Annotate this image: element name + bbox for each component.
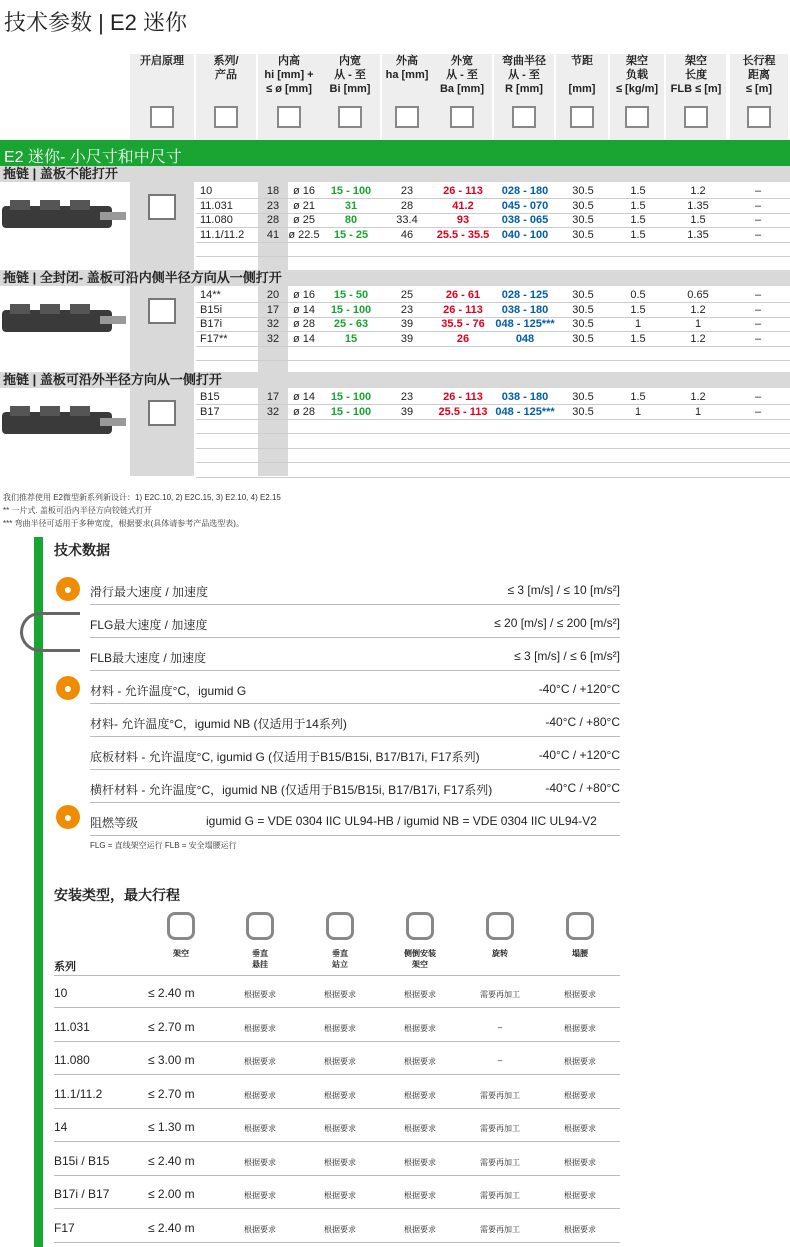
install-col-header: 系列 — [54, 961, 76, 973]
table-cell: 1.5 — [630, 185, 646, 197]
table-cell: ø 28 — [292, 318, 315, 330]
table-row — [196, 346, 790, 361]
table-cell: 11.031 — [200, 199, 233, 212]
header-diagram-icon — [450, 106, 474, 128]
chain-curve-icon — [20, 612, 80, 652]
table-cell: B15i — [200, 303, 223, 316]
table-cell: 15 - 100 — [330, 391, 372, 403]
install-cell: 需要再加工 — [480, 1124, 520, 1133]
spec-section — [0, 372, 790, 476]
chain-image — [0, 186, 128, 246]
table-cell: – — [754, 318, 762, 330]
header-diagram-icon — [150, 106, 174, 128]
install-cell: ≤ 2.70 m — [148, 1019, 195, 1034]
tech-row — [90, 573, 620, 605]
section-title: 拖链 | 盖板可沿外半径方向从一侧打开 — [0, 372, 790, 388]
install-cell: 根据要求 — [404, 1090, 436, 1100]
install-cell: – — [497, 1022, 503, 1032]
install-row — [54, 976, 620, 1008]
tech-row — [90, 672, 620, 704]
install-cell: 根据要求 — [244, 1090, 276, 1100]
table-cell: ø 14 — [292, 303, 315, 316]
spec-section — [0, 270, 790, 372]
table-cell: 1 — [694, 318, 702, 330]
table-cell: 23 — [400, 303, 414, 316]
install-cell: 需要再加工 — [480, 1224, 520, 1234]
install-cell: ≤ 3.00 m — [148, 1053, 195, 1067]
install-cell: 根据要求 — [324, 1023, 356, 1033]
table-cell: – — [754, 391, 762, 403]
tech-value: -40°C / +80°C — [545, 715, 620, 729]
tech-row — [90, 606, 620, 638]
install-cell: 根据要求 — [564, 990, 596, 999]
install-col-header: 垂直 站立 — [332, 949, 348, 969]
table-cell: ø 14 — [292, 391, 315, 403]
tech-value: -40°C / +120°C — [538, 748, 620, 762]
install-type-icon — [167, 912, 195, 940]
table-cell: 30.5 — [572, 214, 594, 226]
speed-icon: ● — [56, 577, 80, 601]
table-cell: 25 - 63 — [333, 318, 369, 330]
install-cell: 根据要求 — [404, 1057, 436, 1066]
table-cell: 23 — [266, 199, 280, 212]
header-diagram-icon — [625, 106, 649, 128]
table-cell: 15 - 50 — [333, 289, 369, 301]
header-diagram-icon — [338, 106, 362, 128]
table-cell: 30.5 — [572, 405, 594, 418]
install-cell: 根据要求 — [324, 990, 356, 999]
table-cell: 15 - 100 — [330, 405, 372, 418]
table-cell: 1.2 — [690, 185, 706, 197]
install-cell: 根据要求 — [324, 1124, 356, 1133]
table-cell: 048 — [515, 332, 535, 345]
table-cell: F17** — [200, 332, 228, 345]
install-cell: 根据要求 — [324, 1224, 356, 1234]
install-cell: 根据要求 — [244, 1157, 276, 1167]
table-cell: – — [754, 332, 762, 345]
install-cell: 根据要求 — [244, 1224, 276, 1234]
table-cell: 32 — [266, 332, 280, 345]
install-col-header: 垂直 悬挂 — [252, 949, 268, 969]
table-cell: B17i — [200, 318, 223, 330]
header-cell: 内宽 从 - 至 Bi [mm] — [329, 55, 371, 95]
table-cell: 1.5 — [630, 332, 646, 345]
install-col-header: 架空 — [173, 949, 189, 958]
install-cell: ≤ 1.30 m — [148, 1120, 195, 1134]
table-cell: 1.5 — [630, 199, 646, 212]
table-row — [196, 242, 790, 257]
chain-image — [0, 392, 128, 452]
table-cell: B15 — [200, 391, 220, 403]
tech-value: igumid G = VDE 0304 IIC UL94-HB / igumid NB = VDE 0304 IIC UL94-V2 — [206, 814, 597, 828]
table-cell: 048 - 125*** — [495, 318, 555, 330]
table-cell: 39 — [400, 405, 414, 418]
install-col-header: 塌腰 — [572, 949, 588, 958]
section-title: 拖链 | 盖板不能打开 — [0, 166, 790, 182]
install-cell: 根据要求 — [564, 1023, 596, 1033]
table-cell: 1.5 — [690, 214, 706, 226]
table-row — [196, 228, 790, 243]
header-diagram-icon — [570, 106, 594, 128]
tech-label: 滑行最大速度 / 加速度 — [90, 585, 209, 599]
table-cell: ø 14 — [292, 332, 315, 345]
page-title: 技术参数 | E2 迷你 — [4, 10, 187, 35]
table-cell: 15 — [344, 332, 358, 345]
table-cell: 30.5 — [572, 318, 594, 330]
table-cell: 25.5 - 113 — [438, 405, 488, 418]
table-cell: 15 - 25 — [333, 228, 369, 241]
table-cell: 30.5 — [572, 391, 594, 403]
section-title: 拖链 | 全封闭- 盖板可沿内侧半径方向从一侧打开 — [0, 270, 790, 286]
install-row — [54, 1110, 620, 1142]
table-cell: ø 28 — [292, 405, 315, 418]
table-row — [196, 405, 790, 420]
table-row — [196, 303, 790, 318]
footnote: *** 弯曲半径可适用于多种宽度，根据要求(具体请参考产品选型表)。 — [3, 519, 244, 528]
tech-label: 阻燃等级 — [90, 816, 139, 830]
install-type-icon — [326, 912, 354, 940]
table-row — [196, 463, 790, 478]
install-cell: 根据要求 — [564, 1157, 596, 1167]
install-cell: 根据要求 — [244, 1023, 276, 1033]
install-cell: 根据要求 — [324, 1157, 356, 1167]
install-cell: 10 — [54, 986, 68, 1000]
table-cell: – — [754, 214, 762, 226]
tech-row — [90, 771, 620, 803]
install-cell: 11.080 — [54, 1053, 90, 1067]
header-cell: 架空 负载 ≤ [kg/m] — [615, 55, 659, 95]
table-cell: 15 - 100 — [330, 185, 372, 197]
tech-value: -40°C / +120°C — [538, 682, 620, 696]
install-cell: 14 — [54, 1120, 68, 1134]
table-cell: 1 — [694, 405, 702, 418]
header-cell: 弯曲半径 从 - 至 R [mm] — [502, 55, 546, 95]
table-cell: 23 — [400, 391, 414, 403]
tech-label: 横杆材料 - 允许温度°C，igumid NB (仅适用于B15/B15i, B17/B17i, F17系列) — [90, 783, 493, 797]
tech-row — [90, 705, 620, 737]
header-cell: 系列/ 产品 — [213, 55, 239, 81]
table-row — [196, 213, 790, 228]
install-row — [54, 1177, 620, 1209]
temperature-icon: ● — [56, 676, 80, 700]
tech-value: ≤ 3 [m/s] / ≤ 10 [m/s²] — [507, 583, 620, 597]
table-row — [196, 317, 790, 332]
table-cell: ø 25 — [292, 214, 315, 226]
install-row — [54, 1043, 620, 1075]
chain-image — [0, 290, 128, 350]
tech-label: FLB最大速度 / 加速度 — [90, 651, 207, 665]
table-cell: 1.5 — [630, 391, 646, 403]
table-cell: 11.1/11.2 — [200, 228, 245, 241]
table-cell: 93 — [456, 214, 470, 226]
table-cell: 25 — [400, 289, 414, 301]
install-cell: ≤ 2.70 m — [148, 1086, 195, 1101]
table-cell: 30.5 — [572, 303, 594, 316]
install-cell: B15i / B15 — [54, 1153, 110, 1168]
table-cell: 1.35 — [687, 228, 709, 241]
install-cell: 根据要求 — [244, 1191, 276, 1200]
table-cell: 1.2 — [690, 391, 706, 403]
header-diagram-icon — [747, 106, 771, 128]
opening-icon-cell — [130, 388, 194, 476]
install-cell: B17i / B17 — [54, 1187, 110, 1201]
table-cell: – — [754, 405, 762, 418]
table-cell: 32 — [266, 318, 280, 330]
table-cell: ø 22.5 — [288, 228, 320, 241]
table-cell: 31 — [344, 199, 358, 212]
install-cell: 根据要求 — [564, 1224, 596, 1234]
table-cell: 30.5 — [572, 289, 594, 301]
table-cell: 26 - 113 — [443, 185, 483, 197]
opening-icon-cell — [130, 182, 194, 270]
table-cell: 048 - 125*** — [495, 405, 555, 418]
header-cell: 节距 [mm] — [568, 55, 596, 95]
install-cell: ≤ 2.40 m — [148, 1220, 195, 1235]
tech-value: ≤ 20 [m/s] / ≤ 200 [m/s²] — [494, 616, 620, 630]
tech-title: 技术数据 — [54, 542, 110, 558]
table-cell: 1.5 — [630, 303, 646, 316]
install-cell: 需要再加工 — [480, 1191, 520, 1200]
footnote: ** 一片式. 盖板可沿内半径方向铰链式打开 — [3, 506, 152, 515]
install-cell: 根据要求 — [244, 990, 276, 999]
tech-label: FLG最大速度 / 加速度 — [90, 618, 208, 632]
install-cell: 根据要求 — [404, 1157, 436, 1167]
table-cell: 32 — [266, 405, 280, 418]
table-cell: 028 - 125 — [501, 289, 549, 301]
table-cell: 28 — [266, 214, 280, 226]
table-cell: 30.5 — [572, 332, 594, 345]
table-cell: 30.5 — [572, 199, 594, 212]
install-cell: 根据要求 — [404, 990, 436, 999]
header-diagram-icon — [684, 106, 708, 128]
table-row — [196, 288, 790, 303]
install-cell: 需要再加工 — [480, 1090, 520, 1100]
header-cell: 内高 hi [mm] + ≤ ø [mm] — [264, 55, 314, 95]
install-col-header: 侧倒安装 架空 — [404, 949, 436, 969]
table-row — [196, 390, 790, 405]
tech-label: 底板材料 - 允许温度°C, igumid G (仅适用于B15/B15i, B17/B17i, F17系列) — [90, 750, 480, 764]
install-cell: – — [497, 1056, 503, 1065]
install-row — [54, 1144, 620, 1176]
table-cell: 1 — [634, 318, 642, 330]
install-cell: 根据要求 — [564, 1057, 596, 1066]
tech-value: ≤ 3 [m/s] / ≤ 6 [m/s²] — [514, 649, 620, 663]
install-cell: ≤ 2.40 m — [148, 1153, 195, 1168]
table-cell: 41 — [266, 228, 280, 241]
header-cell: 架空 长度 FLB ≤ [m] — [670, 55, 722, 95]
header-cell: 开启原理 — [140, 55, 184, 67]
table-cell: 39 — [400, 318, 414, 330]
install-cell: 根据要求 — [564, 1124, 596, 1133]
table-row — [196, 434, 790, 449]
install-row — [54, 1077, 620, 1109]
header-diagram-icon — [277, 106, 301, 128]
install-cell: 根据要求 — [324, 1191, 356, 1200]
table-cell: 1.5 — [630, 228, 646, 241]
section-banner: E2 迷你- 小尺寸和中尺寸 — [0, 140, 790, 166]
table-cell: 0.5 — [630, 289, 646, 301]
install-cell: 需要再加工 — [480, 1157, 520, 1167]
table-cell: 39 — [400, 332, 414, 345]
table-cell: 20 — [266, 289, 280, 301]
table-cell: – — [754, 185, 762, 197]
table-cell: 1 — [634, 405, 642, 418]
install-cell: 11.031 — [54, 1019, 90, 1034]
install-type-icon — [486, 912, 514, 940]
table-cell: 80 — [344, 214, 358, 226]
table-cell: 1.35 — [687, 199, 709, 212]
table-cell: – — [754, 289, 762, 301]
table-cell: ø 16 — [292, 185, 315, 197]
table-cell: 25.5 - 35.5 — [436, 228, 490, 241]
table-cell: 028 - 180 — [501, 185, 549, 197]
install-cell: ≤ 2.00 m — [148, 1187, 195, 1201]
install-cell: 根据要求 — [244, 1057, 276, 1066]
install-cell: 根据要求 — [244, 1124, 276, 1133]
table-cell: – — [754, 228, 762, 241]
install-cell: F17 — [54, 1220, 75, 1235]
table-cell: 17 — [266, 391, 280, 403]
table-cell: 1.5 — [630, 214, 646, 226]
table-cell: 14** — [200, 289, 221, 301]
tech-row — [90, 738, 620, 770]
table-cell: 038 - 180 — [501, 391, 549, 403]
table-cell: 18 — [266, 185, 280, 197]
tech-label: 材料 - 允许温度°C，igumid G — [90, 684, 247, 698]
install-cell: 根据要求 — [404, 1224, 436, 1234]
tech-row — [90, 639, 620, 671]
table-cell: – — [754, 303, 762, 316]
install-cell: 根据要求 — [564, 1191, 596, 1200]
footnote: 我们推荐使用 E2微型新系列新设计：1) E2C.10, 2) E2C.15, 3) E2.10, 4) E2.15 — [3, 493, 281, 502]
table-cell: 10 — [200, 185, 213, 197]
table-cell: 30.5 — [572, 185, 594, 197]
spec-section — [0, 166, 790, 270]
table-cell: 038 - 065 — [501, 214, 549, 226]
install-cell: 根据要求 — [564, 1090, 596, 1100]
table-cell: 15 - 100 — [330, 303, 372, 316]
header-cell: 外宽 从 - 至 Ba [mm] — [439, 55, 484, 95]
header-diagram-icon — [214, 106, 238, 128]
table-cell: 26 — [456, 332, 470, 345]
install-row — [54, 1010, 620, 1042]
install-cell: 根据要求 — [404, 1124, 436, 1133]
install-cell: 根据要求 — [404, 1023, 436, 1033]
install-cell: ≤ 2.40 m — [148, 986, 195, 1000]
table-cell: ø 21 — [292, 199, 315, 212]
header-diagram-icon — [512, 106, 536, 128]
table-cell: 11.080 — [200, 214, 233, 226]
table-cell: 1.2 — [690, 332, 706, 345]
flame-icon: ● — [56, 805, 80, 829]
table-cell: – — [754, 199, 762, 212]
tech-label: 材料- 允许温度°C，igumid NB (仅适用于14系列) — [90, 717, 347, 731]
table-cell: 26 - 113 — [443, 391, 483, 403]
table-cell: 30.5 — [572, 228, 594, 241]
table-cell: ø 16 — [292, 289, 315, 301]
table-row — [196, 184, 790, 199]
table-cell: 26 - 113 — [443, 303, 483, 316]
table-cell: 23 — [400, 185, 414, 197]
header-cell: 长行程 距离 ≤ [m] — [742, 55, 776, 95]
table-cell: 1.2 — [690, 303, 706, 316]
install-col-header: 旋转 — [492, 949, 508, 958]
install-cell: 需要再加工 — [480, 990, 520, 999]
install-cell: 根据要求 — [324, 1057, 356, 1066]
table-row — [196, 332, 790, 347]
table-cell: B17 — [200, 405, 220, 418]
header-cell: 外高 ha [mm] — [385, 55, 429, 81]
install-cell: 11.1/11.2 — [54, 1086, 103, 1101]
table-cell: 045 - 070 — [501, 199, 549, 212]
install-type-icon — [246, 912, 274, 940]
table-cell: 17 — [266, 303, 280, 316]
table-cell: 41.2 — [452, 199, 474, 212]
table-cell: 038 - 180 — [501, 303, 549, 316]
install-cell: 根据要求 — [324, 1090, 356, 1100]
table-cell: 26 - 61 — [445, 289, 481, 301]
table-cell: 35.5 - 76 — [441, 318, 485, 330]
install-row — [54, 1211, 620, 1243]
table-row — [196, 419, 790, 434]
table-row — [196, 199, 790, 214]
install-type-icon — [566, 912, 594, 940]
install-type-icon — [406, 912, 434, 940]
table-cell: 040 - 100 — [501, 228, 549, 241]
table-cell: 33.4 — [396, 214, 418, 226]
table-row — [196, 448, 790, 463]
header-diagram-icon — [395, 106, 419, 128]
table-cell: 46 — [400, 228, 414, 241]
spec-table-header — [0, 54, 790, 140]
tech-legend: FLG = 直线架空运行 FLB = 安全塌腰运行 — [90, 841, 237, 850]
table-cell: 28 — [400, 199, 414, 212]
opening-icon-cell — [130, 286, 194, 372]
tech-row — [90, 804, 620, 836]
install-cell: 根据要求 — [404, 1191, 436, 1200]
install-title: 安装类型，最大行程 — [54, 887, 180, 903]
tech-value: -40°C / +80°C — [545, 781, 620, 795]
table-cell: 0.65 — [687, 289, 709, 301]
